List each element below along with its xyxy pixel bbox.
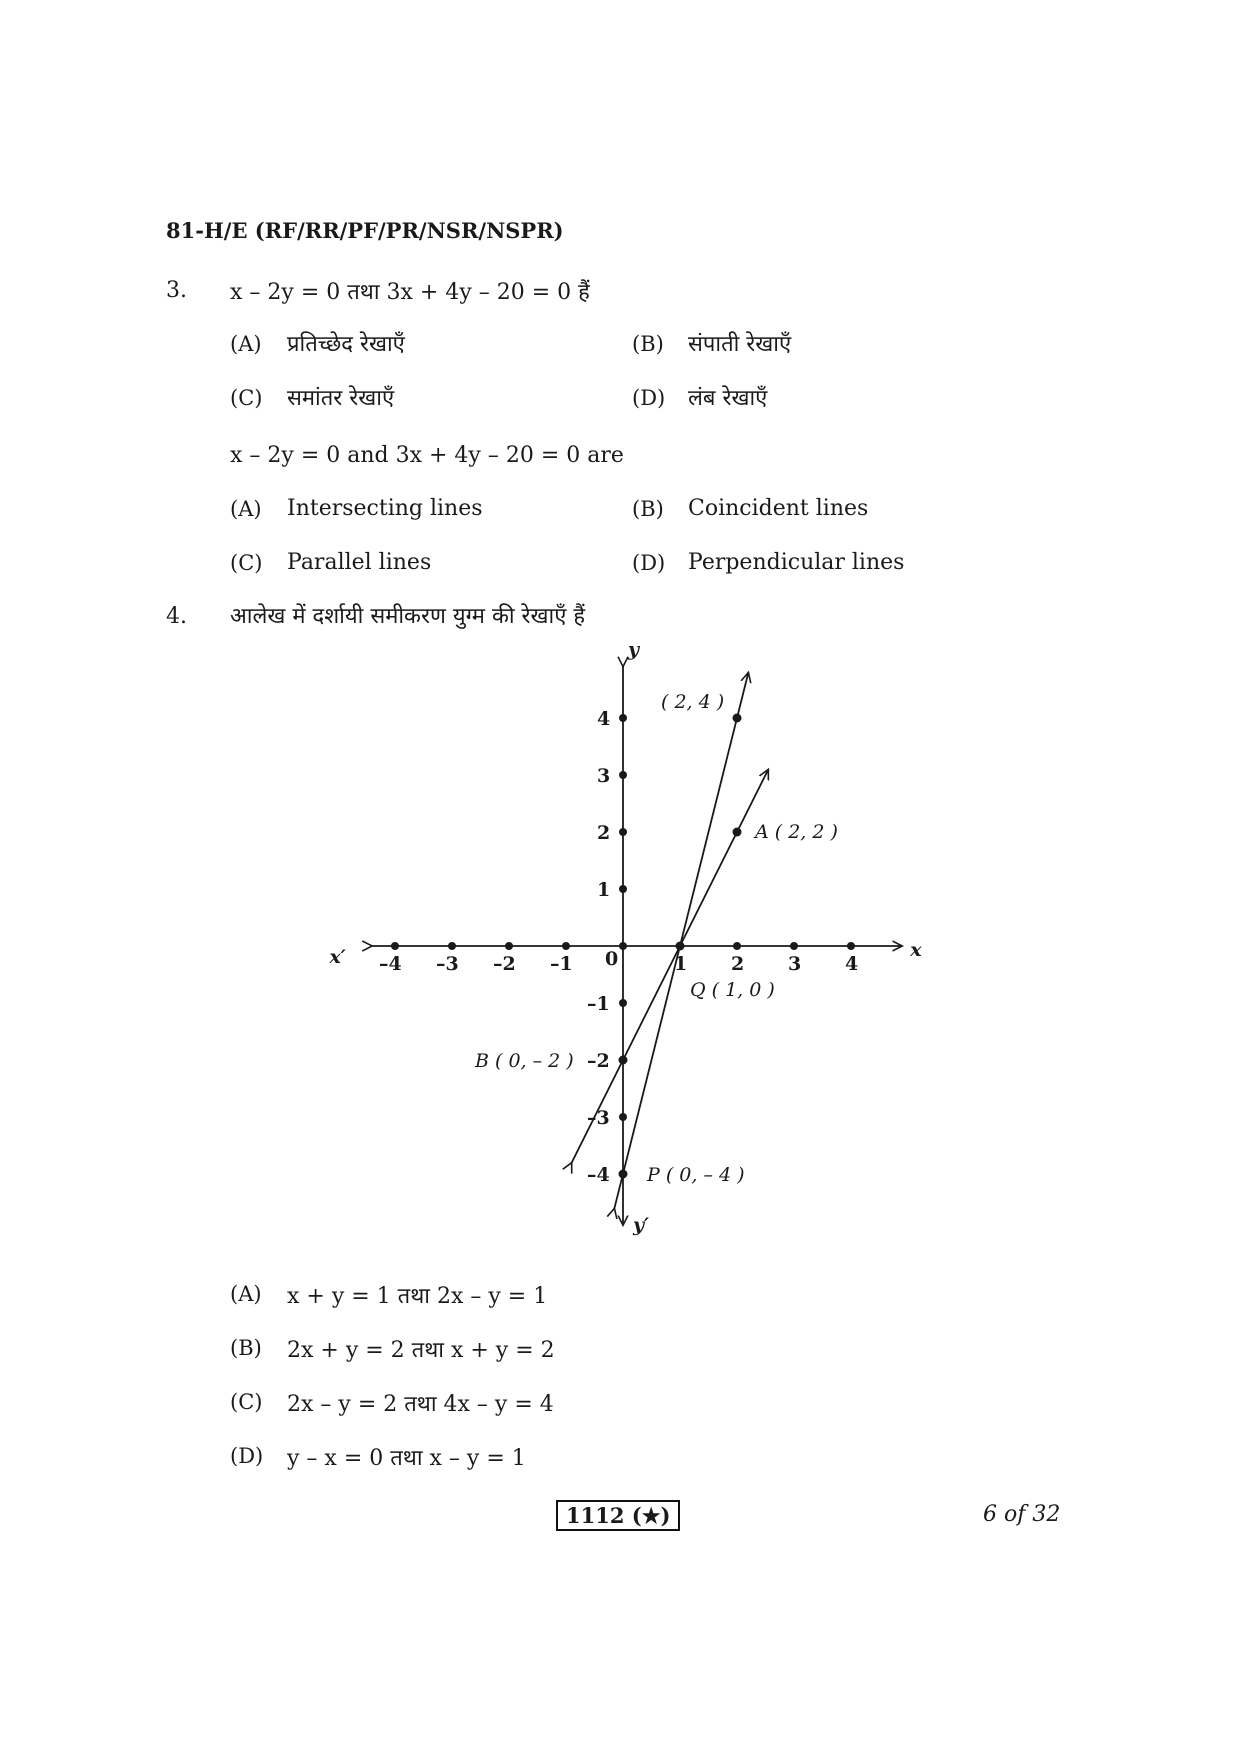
question-3-stem-english: x – 2y = 0 and 3x + 4y – 20 = 0 are <box>230 443 624 468</box>
q4-option-a-text: x + y = 1 तथा 2x – y = 1 <box>287 1284 548 1309</box>
x-tick-dot <box>448 942 456 950</box>
x-tick-dot <box>733 942 741 950</box>
q4-option-b-letter: (B) <box>230 1336 262 1360</box>
y-tick-label: –2 <box>587 1050 610 1072</box>
q3-en-option-b-text: Coincident lines <box>688 496 869 521</box>
y-tick-dot <box>619 999 627 1007</box>
q4-option-d-letter: (D) <box>230 1444 264 1468</box>
x-tick-label: –2 <box>493 953 516 975</box>
question-3-stem-hindi: x – 2y = 0 तथा 3x + 4y – 20 = 0 हैं <box>230 280 590 305</box>
y-tick-dot <box>619 1113 627 1121</box>
x-tick-dot <box>505 942 513 950</box>
x-tick-dot <box>562 942 570 950</box>
question-3-number: 3. <box>166 278 187 303</box>
q3-en-option-a-text: Intersecting lines <box>287 496 483 521</box>
point-2-4-label: ( 2, 4 ) <box>661 691 725 713</box>
q4-option-c-letter: (C) <box>230 1390 263 1414</box>
point-a-label: A ( 2, 2 ) <box>755 821 838 843</box>
q3-en-option-d-text: Perpendicular lines <box>688 550 905 575</box>
page-number: 6 of 32 <box>983 1502 1061 1527</box>
q3-hi-option-c-text: समांतर रेखाएँ <box>287 386 395 411</box>
x-tick-label: 1 <box>674 953 688 975</box>
q3-hi-option-b-letter: (B) <box>632 332 664 356</box>
y-tick-label: 4 <box>597 708 611 730</box>
x-tick-label: –3 <box>436 953 459 975</box>
x-axis-negative-label: x′ <box>329 946 346 968</box>
y-tick-label: 2 <box>597 822 611 844</box>
q3-en-option-b-letter: (B) <box>632 497 664 521</box>
q4-option-c-text: 2x – y = 2 तथा 4x – y = 4 <box>287 1392 554 1417</box>
point-b-label: B ( 0, – 2 ) <box>475 1050 574 1072</box>
y-tick-dot <box>619 714 627 722</box>
x-tick-dot <box>391 942 399 950</box>
question-4-stem-hindi: आलेख में दर्शायी समीकरण युग्म की रेखाएँ हैं <box>230 604 586 629</box>
q3-en-option-a-letter: (A) <box>230 497 262 521</box>
plotted-point <box>733 714 742 723</box>
x-tick-label: 3 <box>788 953 802 975</box>
y-tick-label: 1 <box>597 879 611 901</box>
x-axis-label: x <box>910 939 922 961</box>
q3-en-option-d-letter: (D) <box>632 551 666 575</box>
footer-booklet-code: 1112 (★) <box>556 1500 680 1531</box>
x-tick-label: –4 <box>379 953 402 975</box>
x-tick-label: 0 <box>605 948 619 970</box>
plotted-point <box>619 1056 628 1065</box>
point-q-label: Q ( 1, 0 ) <box>690 979 775 1001</box>
point-p-label: P ( 0, – 4 ) <box>647 1164 745 1186</box>
q3-hi-option-c-letter: (C) <box>230 386 263 410</box>
x-tick-label: 4 <box>845 953 859 975</box>
plotted-point <box>733 828 742 837</box>
line-4x-minus-y-equals-4 <box>614 672 748 1208</box>
y-axis-label: y <box>628 638 640 661</box>
y-tick-label: 3 <box>597 765 611 787</box>
y-tick-label: –3 <box>587 1107 610 1129</box>
x-tick-dot <box>790 942 798 950</box>
y-tick-label: –4 <box>587 1164 610 1186</box>
q3-hi-option-d-letter: (D) <box>632 386 666 410</box>
x-tick-dot <box>847 942 855 950</box>
q3-hi-option-b-text: संपाती रेखाएँ <box>688 332 792 357</box>
y-tick-dot <box>619 885 627 893</box>
q4-option-d-text: y – x = 0 तथा x – y = 1 <box>287 1446 526 1471</box>
y-tick-dot <box>619 828 627 836</box>
q3-hi-option-a-text: प्रतिच्छेद रेखाएँ <box>287 332 405 357</box>
x-tick-label: 2 <box>731 953 745 975</box>
origin-dot <box>619 942 627 950</box>
question-4-number: 4. <box>166 604 187 629</box>
y-tick-dot <box>619 771 627 779</box>
q3-en-option-c-text: Parallel lines <box>287 550 432 575</box>
q3-hi-option-d-text: लंब रेखाएँ <box>688 386 768 411</box>
x-tick-label: –1 <box>550 953 573 975</box>
y-axis-negative-label: y′ <box>633 1214 650 1236</box>
y-tick-label: –1 <box>587 993 610 1015</box>
q3-hi-option-a-letter: (A) <box>230 332 262 356</box>
paper-code-header: 81-H/E (RF/RR/PF/PR/NSR/NSPR) <box>166 218 564 243</box>
q4-option-b-text: 2x + y = 2 तथा x + y = 2 <box>287 1338 555 1363</box>
plotted-point <box>676 942 685 951</box>
plotted-point <box>619 1170 628 1179</box>
q3-en-option-c-letter: (C) <box>230 551 263 575</box>
q4-option-a-letter: (A) <box>230 1282 262 1306</box>
